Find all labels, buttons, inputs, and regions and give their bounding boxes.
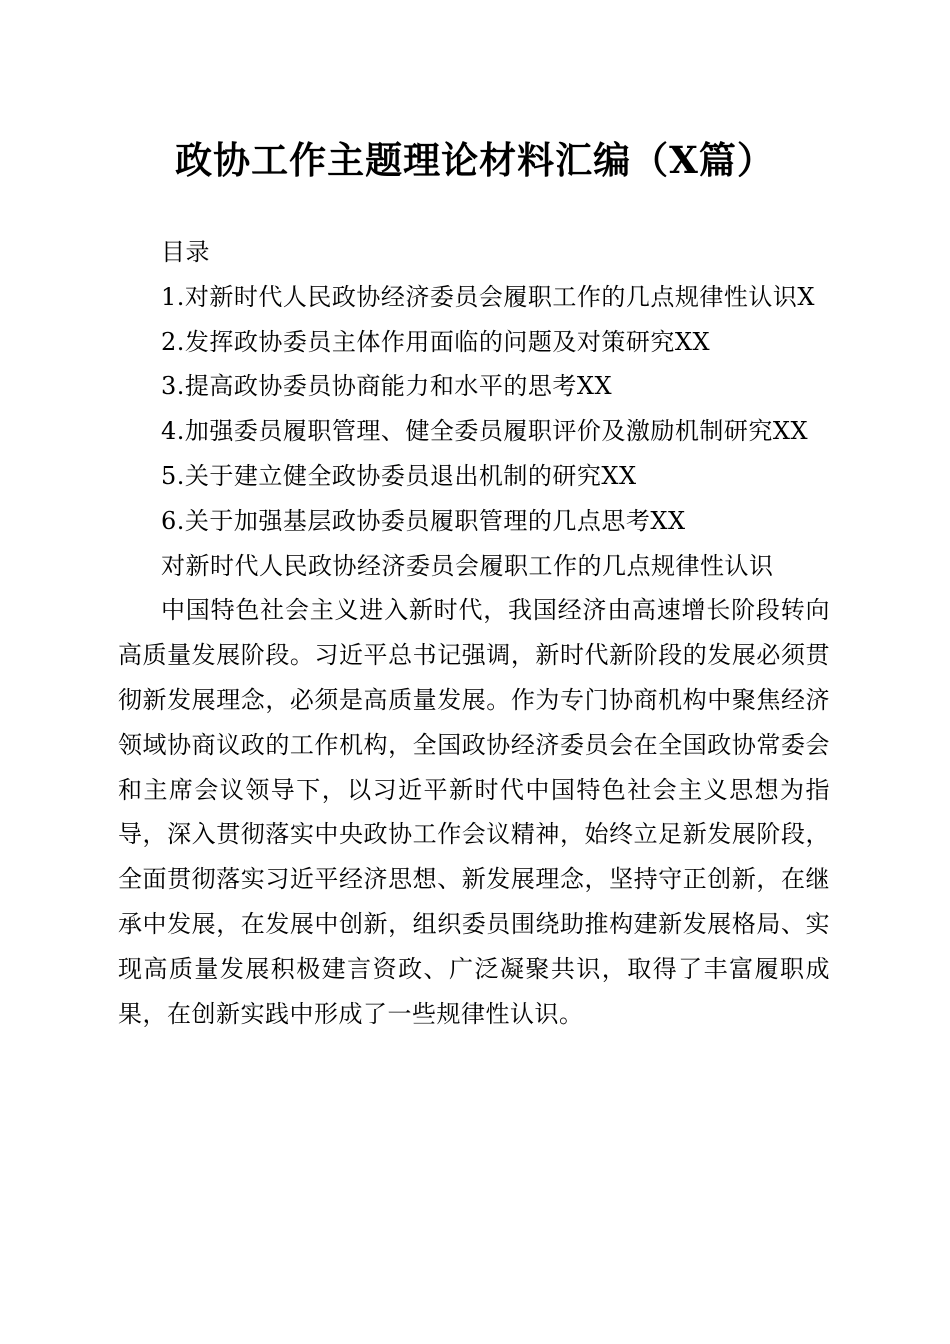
document-title: 政协工作主题理论材料汇编（X篇） [175, 138, 775, 182]
toc-item: 6.关于加强基层政协委员履职管理的几点思考XX [161, 506, 686, 535]
toc-item: 1.对新时代人民政协经济委员会履职工作的几点规律性认识X [161, 282, 815, 311]
toc-item: 3.提高政协委员协商能力和水平的思考XX [161, 372, 613, 401]
toc-item: 5.关于建立健全政协委员退出机制的研究XX [161, 461, 637, 490]
article-title: 对新时代人民政协经济委员会履职工作的几点规律性认识 [161, 551, 774, 580]
toc-heading: 目录 [161, 238, 210, 266]
toc-item: 2.发挥政协委员主体作用面临的问题及对策研究XX [161, 327, 711, 356]
toc-item: 4.加强委员履职管理、健全委员履职评价及激励机制研究XX [161, 417, 809, 446]
document-body [118, 230, 830, 1036]
article-paragraph: 中国特色社会主义进入新时代，我国经济由高速增长阶段转向高质量发展阶段。习近平总书记强调，新时代新阶段的发展必须贯彻新发展理念，必须是高质量发展。作为专门协商机构中聚焦经济领域协商议政的工作机构，全国政协经济委员会在全国政协常委会和主席会议领导下，以习近平新时代中国特色社会主义思想为指导，深入贯彻落实中央政协工作会议精神，始终立足新发展阶段，全面贯彻落实习近平经济思想、新发展理念，坚持守正创新，在继承中发展，在发展中创新，组织委员围绕助推构建新发展格局、实现高质量发展积极建言资政、广泛凝聚共识，取得了丰富履职成果，在创新实践中形成了一些规律性认识。 [118, 596, 830, 1028]
